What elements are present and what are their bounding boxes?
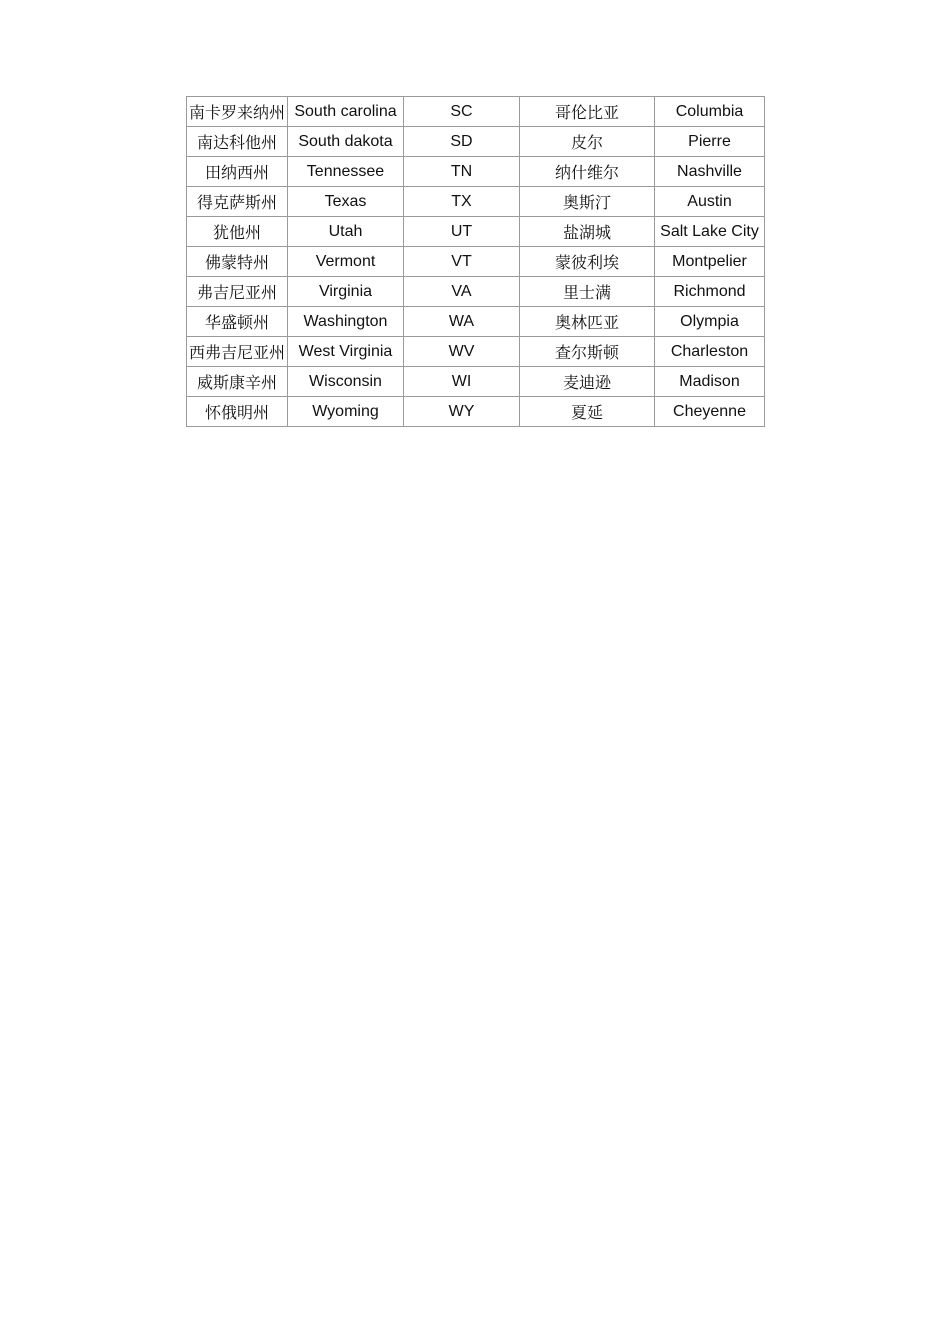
state-abbreviation: VA bbox=[404, 277, 520, 307]
table-row bbox=[187, 307, 765, 337]
capital-name-zh: 奥林匹亚 bbox=[520, 307, 655, 337]
state-name-zh: 得克萨斯州 bbox=[187, 187, 288, 217]
capital-name-zh: 皮尔 bbox=[520, 127, 655, 157]
state-name-en: Utah bbox=[288, 217, 404, 247]
state-name-en: Wisconsin bbox=[288, 367, 404, 397]
capital-name-zh: 奥斯汀 bbox=[520, 187, 655, 217]
state-abbreviation: WI bbox=[404, 367, 520, 397]
state-abbreviation: TN bbox=[404, 157, 520, 187]
state-name-en: Washington bbox=[288, 307, 404, 337]
table-row bbox=[187, 367, 765, 397]
capital-name-zh: 查尔斯顿 bbox=[520, 337, 655, 367]
table-row bbox=[187, 217, 765, 247]
state-abbreviation: SD bbox=[404, 127, 520, 157]
state-name-zh: 弗吉尼亚州 bbox=[187, 277, 288, 307]
states-table-body bbox=[187, 97, 765, 427]
capital-name-en: Cheyenne bbox=[655, 397, 765, 427]
capital-name-en: Austin bbox=[655, 187, 765, 217]
table-row bbox=[187, 187, 765, 217]
table-row bbox=[187, 337, 765, 367]
state-name-en: Vermont bbox=[288, 247, 404, 277]
capital-name-zh: 纳什维尔 bbox=[520, 157, 655, 187]
capital-name-en: Charleston bbox=[655, 337, 765, 367]
state-abbreviation: WA bbox=[404, 307, 520, 337]
state-abbreviation: WV bbox=[404, 337, 520, 367]
state-abbreviation: WY bbox=[404, 397, 520, 427]
capital-name-zh: 盐湖城 bbox=[520, 217, 655, 247]
state-name-zh: 田纳西州 bbox=[187, 157, 288, 187]
state-name-zh: 犹他州 bbox=[187, 217, 288, 247]
capital-name-zh: 夏延 bbox=[520, 397, 655, 427]
capital-name-en: Pierre bbox=[655, 127, 765, 157]
capital-name-en: Madison bbox=[655, 367, 765, 397]
state-name-en: South carolina bbox=[288, 97, 404, 127]
capital-name-en: Nashville bbox=[655, 157, 765, 187]
table-row bbox=[187, 247, 765, 277]
capital-name-zh: 蒙彼利埃 bbox=[520, 247, 655, 277]
capital-name-en: Salt Lake City bbox=[655, 217, 765, 247]
capital-name-zh: 哥伦比亚 bbox=[520, 97, 655, 127]
state-name-en: Tennessee bbox=[288, 157, 404, 187]
state-name-en: Texas bbox=[288, 187, 404, 217]
state-name-zh: 西弗吉尼亚州 bbox=[187, 337, 288, 367]
capital-name-zh: 里士满 bbox=[520, 277, 655, 307]
state-name-en: South dakota bbox=[288, 127, 404, 157]
capital-name-zh: 麦迪逊 bbox=[520, 367, 655, 397]
states-table bbox=[186, 96, 765, 427]
state-abbreviation: UT bbox=[404, 217, 520, 247]
table-row bbox=[187, 277, 765, 307]
state-name-en: Wyoming bbox=[288, 397, 404, 427]
table-row bbox=[187, 157, 765, 187]
state-name-en: West Virginia bbox=[288, 337, 404, 367]
capital-name-en: Richmond bbox=[655, 277, 765, 307]
capital-name-en: Montpelier bbox=[655, 247, 765, 277]
capital-name-en: Columbia bbox=[655, 97, 765, 127]
state-name-en: Virginia bbox=[288, 277, 404, 307]
state-name-zh: 华盛顿州 bbox=[187, 307, 288, 337]
capital-name-en: Olympia bbox=[655, 307, 765, 337]
state-name-zh: 佛蒙特州 bbox=[187, 247, 288, 277]
state-abbreviation: SC bbox=[404, 97, 520, 127]
table-row bbox=[187, 397, 765, 427]
table-row bbox=[187, 97, 765, 127]
state-abbreviation: VT bbox=[404, 247, 520, 277]
state-abbreviation: TX bbox=[404, 187, 520, 217]
state-name-zh: 怀俄明州 bbox=[187, 397, 288, 427]
state-name-zh: 威斯康辛州 bbox=[187, 367, 288, 397]
state-name-zh: 南达科他州 bbox=[187, 127, 288, 157]
state-name-zh: 南卡罗来纳州 bbox=[187, 97, 288, 127]
table-row bbox=[187, 127, 765, 157]
